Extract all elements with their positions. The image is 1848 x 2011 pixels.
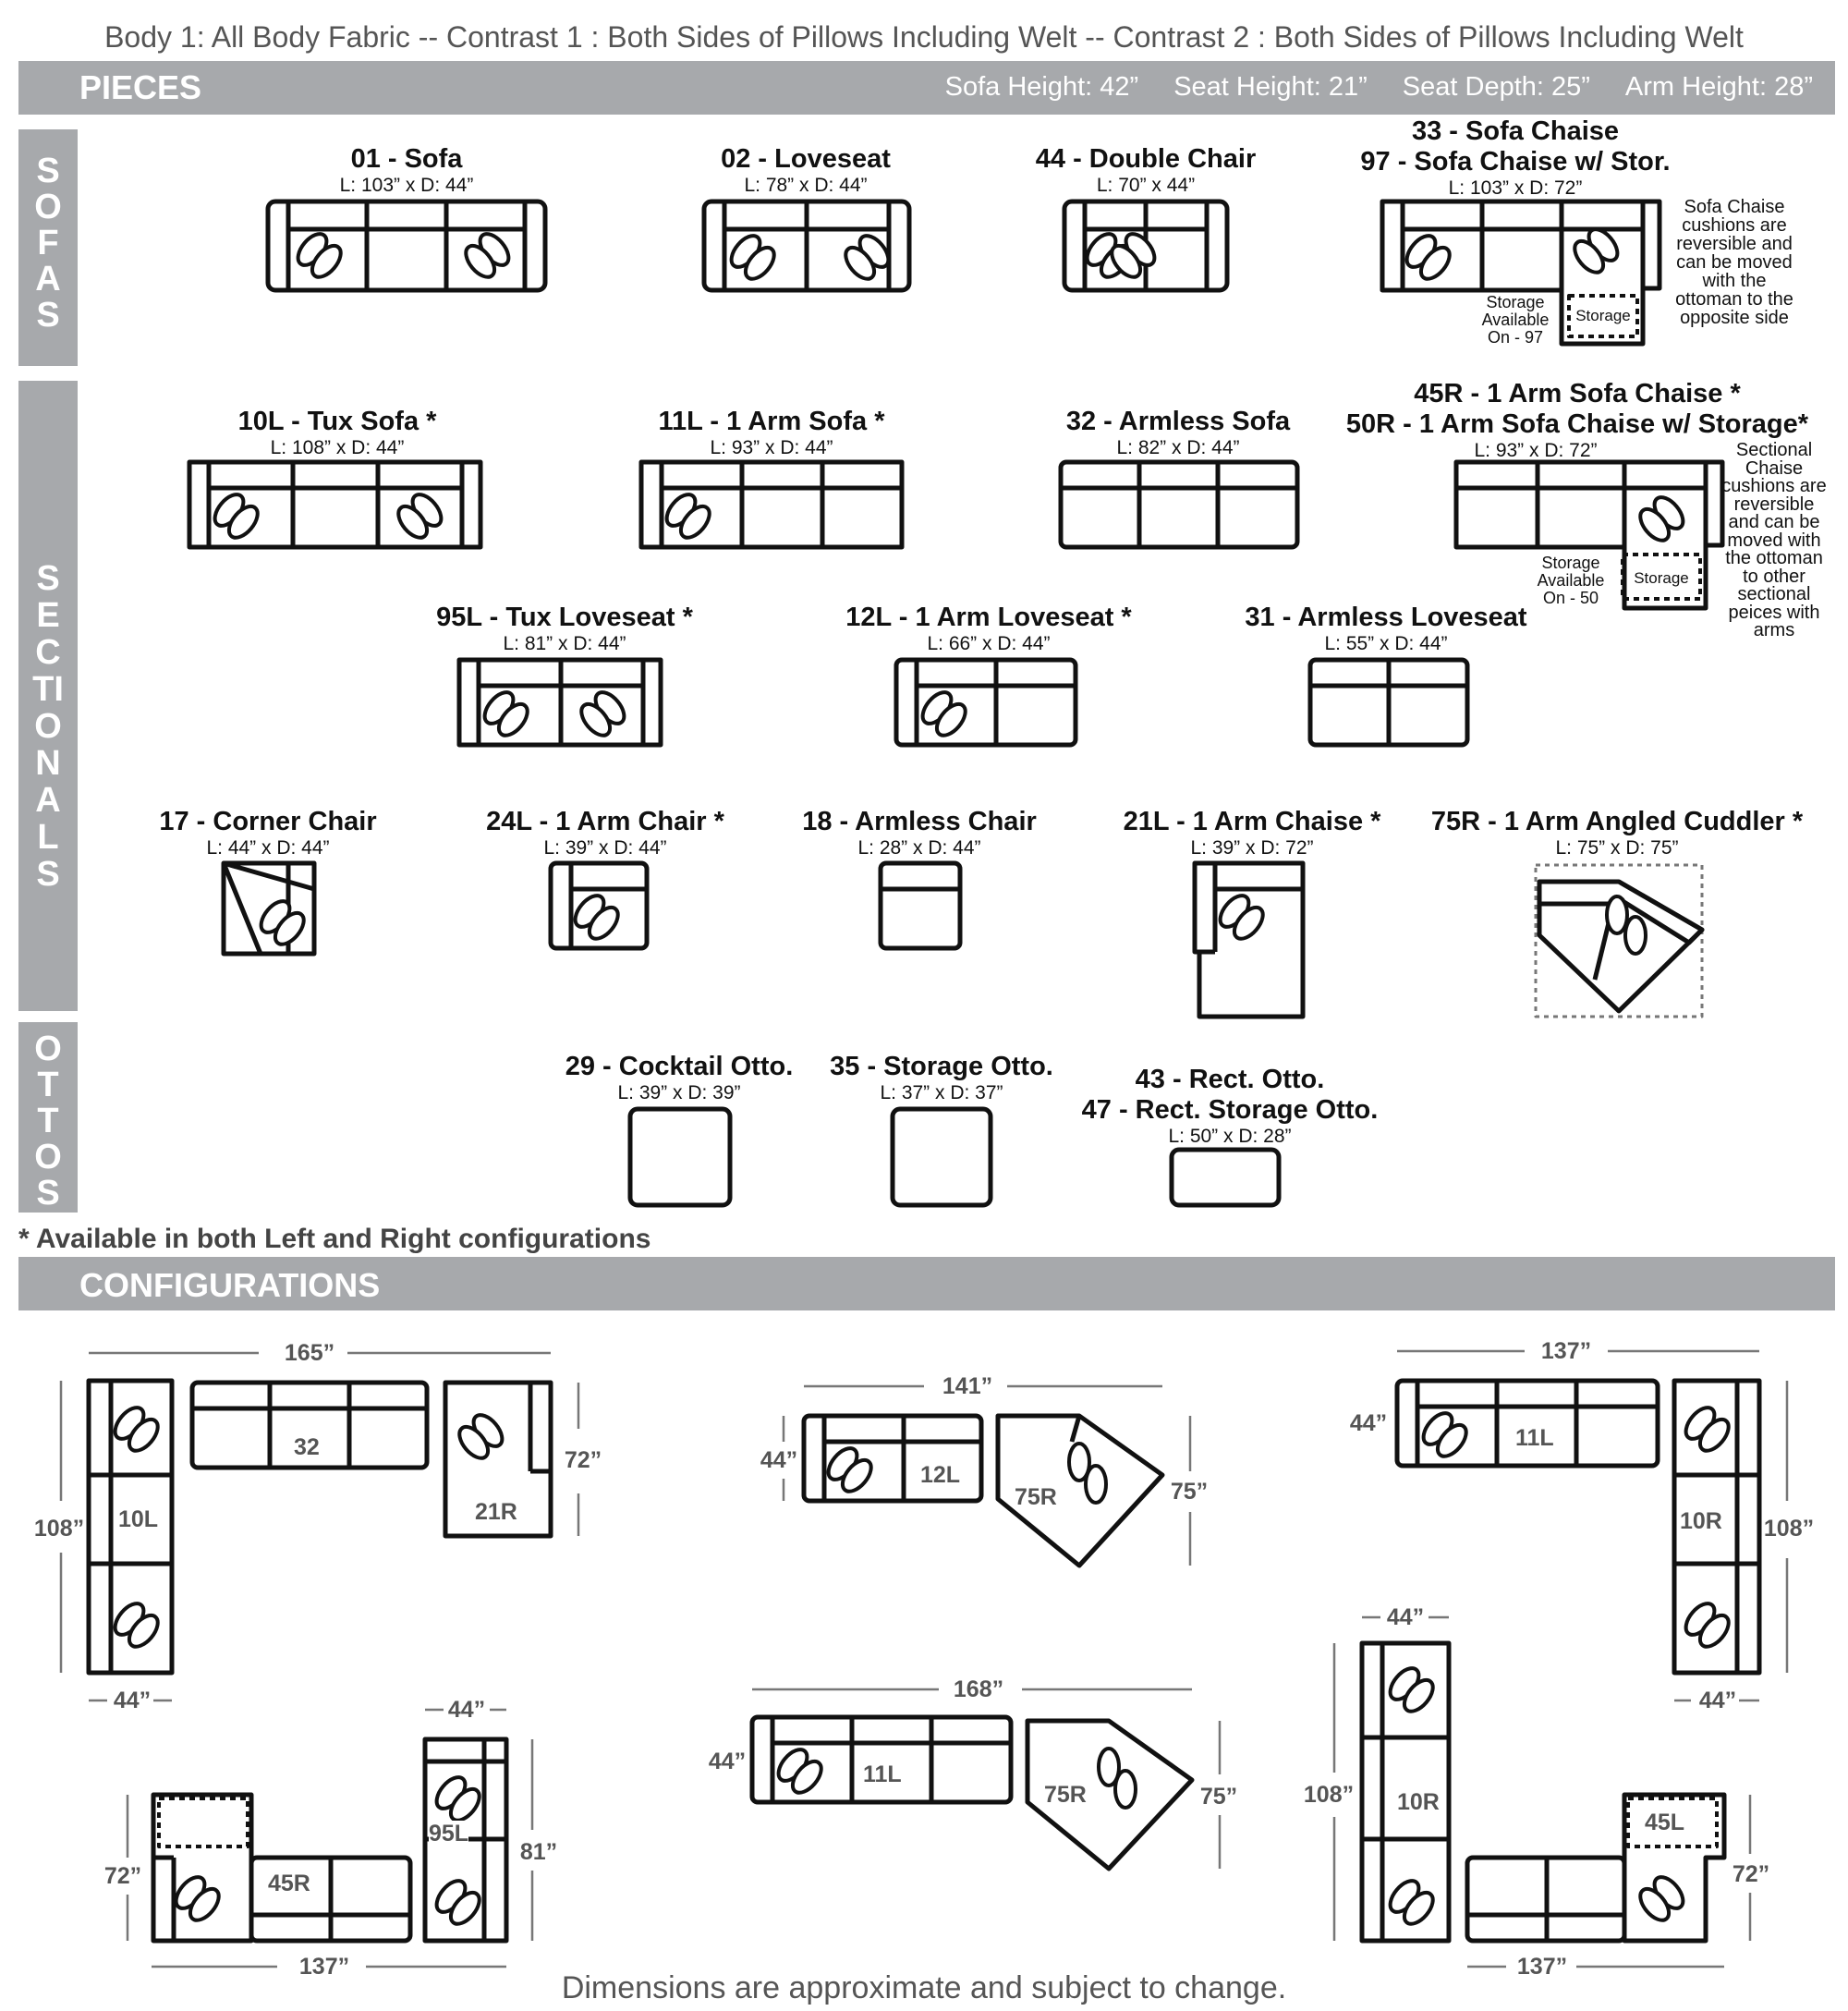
note-line: moved with: [1727, 530, 1821, 551]
note-line: Available: [1481, 311, 1550, 329]
dim-label: 44”: [447, 1697, 486, 1723]
armless-chair-18-outline: [881, 863, 960, 948]
piece-code: 10R: [1397, 1789, 1440, 1815]
piece-label: [667, 144, 944, 197]
piece-dims: L: 44” x D: 44”: [206, 837, 330, 859]
piece-dims: L: 93” x D: 72”: [1474, 440, 1598, 461]
piece-dims: L: 50” x D: 28”: [1168, 1126, 1292, 1147]
storage-note-50: [1525, 555, 1617, 607]
note-line: On - 50: [1542, 589, 1599, 607]
piece-title-2: 97 - Sofa Chaise w/ Stor.: [1360, 147, 1671, 177]
piece-label: [1423, 807, 1811, 859]
piece-code: 75R: [1015, 1484, 1057, 1510]
dim-label: 168”: [953, 1676, 1004, 1702]
piece-code: 45R: [268, 1871, 310, 1896]
note-line: can be moved: [1676, 252, 1793, 273]
piece-title: 10L - Tux Sofa *: [237, 407, 437, 436]
dim-label: 44”: [708, 1749, 747, 1774]
note-line: and can be: [1728, 512, 1820, 532]
dim-label: 141”: [942, 1373, 993, 1399]
piece-label: [795, 807, 1044, 859]
piece-code: 10L: [118, 1506, 159, 1532]
piece-title: 75R - 1 Arm Angled Cuddler *: [1430, 807, 1804, 836]
piece-code: 12L: [920, 1462, 961, 1488]
pieces-specs: [945, 72, 1813, 103]
dim-label: 75”: [1170, 1479, 1209, 1505]
configurations-title: CONFIGURATIONS: [79, 1266, 381, 1304]
piece-dims: L: 108” x D: 44”: [270, 437, 405, 458]
piece-dims: L: 55” x D: 44”: [1324, 633, 1448, 654]
note-line: Available: [1537, 571, 1605, 590]
piece-title-2: 47 - Rect. Storage Otto.: [1081, 1095, 1379, 1125]
dim-label: 137”: [298, 1954, 350, 1980]
piece-title: 17 - Corner Chair: [159, 807, 377, 836]
bottom-note: Dimensions are approximate and subject to change.: [561, 1970, 1287, 2005]
piece-code: 11L: [863, 1761, 902, 1787]
dim-label: 44”: [760, 1447, 798, 1473]
storage-tag: Storage: [1575, 307, 1631, 324]
pieces-title: PIECES: [79, 68, 202, 106]
piece-dims: L: 93” x D: 44”: [710, 437, 833, 458]
note-line: reversible: [1733, 494, 1815, 515]
note-line: Storage: [1486, 293, 1545, 311]
cocktail-otto-29-outline: [630, 1109, 730, 1205]
note-line: Storage: [1541, 554, 1600, 572]
piece-label: [421, 603, 708, 655]
piece-label: [1321, 116, 1709, 200]
dim-label: 108”: [1303, 1782, 1355, 1808]
piece-dims: L: 103” x D: 72”: [1448, 177, 1583, 199]
piece-dims: L: 82” x D: 44”: [1116, 437, 1240, 458]
dim-label: 165”: [284, 1340, 335, 1366]
piece-dims: L: 81” x D: 44”: [503, 633, 626, 654]
piece-code: 11L: [1515, 1425, 1554, 1451]
dim-label: 44”: [1698, 1688, 1737, 1713]
piece-title-2: 50R - 1 Arm Sofa Chaise w/ Storage*: [1345, 409, 1809, 439]
piece-code: 45L: [1645, 1810, 1685, 1835]
note-line: Chaise: [1745, 457, 1804, 479]
storage-note-97: [1469, 294, 1562, 347]
dim-label: 81”: [519, 1839, 558, 1865]
note-line: to other: [1743, 566, 1805, 587]
footnote: * Available in both Left and Right configurations: [18, 1224, 651, 1254]
piece-label: [471, 807, 739, 859]
note-line: cushions are: [1721, 476, 1827, 496]
piece-dims: L: 37” x D: 37”: [880, 1082, 1003, 1103]
piece-title: 32 - Armless Sofa: [1065, 407, 1291, 436]
piece-title: 01 - Sofa: [350, 144, 463, 174]
note-line: cushions are: [1682, 215, 1787, 236]
piece-dims: L: 39” x D: 44”: [543, 837, 667, 859]
piece-title: 44 - Double Chair: [1035, 144, 1257, 174]
note-line: peices with: [1728, 602, 1820, 623]
note-line: reversible and: [1676, 234, 1793, 254]
piece-dims: L: 66” x D: 44”: [927, 633, 1051, 654]
piece-label: [148, 807, 388, 859]
sectionals-label-text: SECTIONALS: [32, 559, 64, 894]
piece-label: [554, 1052, 804, 1104]
piece-title: 43 - Rect. Otto.: [1135, 1065, 1325, 1094]
piece-title: 29 - Cocktail Otto.: [565, 1052, 794, 1081]
dim-label: 72”: [1732, 1861, 1770, 1887]
header-line: Body 1: All Body Fabric -- Contrast 1 : Both Sides of Pillows Including Welt -- Contrast 2 : Both Sides of Pillows Including Welt: [104, 20, 1744, 54]
dim-label: 44”: [1386, 1604, 1425, 1630]
piece-code: 21R: [475, 1499, 517, 1525]
piece-title: 21L - 1 Arm Chaise *: [1123, 807, 1381, 836]
note-line: opposite side: [1680, 308, 1789, 328]
piece-label: [1109, 807, 1395, 859]
piece-title: 31 - Armless Loveseat: [1245, 603, 1527, 632]
piece-title: 18 - Armless Chair: [802, 807, 1037, 836]
spec-seat-height: Seat Height: 21”: [1173, 72, 1368, 102]
piece-dims: L: 75” x D: 75”: [1555, 837, 1679, 859]
piece-label: [628, 407, 915, 459]
dim-label: 75”: [1199, 1784, 1238, 1810]
piece-title: 11L - 1 Arm Sofa *: [658, 407, 885, 436]
dim-label: 44”: [1349, 1410, 1388, 1436]
one-arm-chaise-21l-outline: [1195, 863, 1303, 1017]
note-line: On - 97: [1487, 328, 1544, 347]
piece-code: 95L: [429, 1821, 469, 1846]
piece-code: 10R: [1680, 1508, 1722, 1534]
piece-title: 24L - 1 Arm Chair *: [486, 807, 724, 836]
rect-otto-43-outline: [1172, 1150, 1279, 1205]
side-label-sectionals: [18, 381, 78, 1011]
note-line: Sectional: [1735, 440, 1813, 460]
spec-arm-height: Arm Height: 28”: [1624, 72, 1813, 102]
side-label-ottos: [18, 1022, 78, 1213]
note-line: with the: [1702, 271, 1767, 291]
side-label-sofas: [18, 129, 78, 366]
one-arm-loveseat-12l-outline: [896, 660, 1076, 745]
spec-sofa-height: Sofa Height: 42”: [944, 72, 1139, 102]
dim-label: 72”: [564, 1447, 602, 1473]
piece-title: 95L - Tux Loveseat *: [436, 603, 693, 632]
piece-label: [1035, 407, 1321, 459]
dim-label: 108”: [33, 1516, 85, 1542]
note-line: Sofa Chaise: [1684, 197, 1785, 217]
dim-label: 44”: [113, 1688, 152, 1713]
piece-dims: L: 39” x D: 72”: [1190, 837, 1314, 859]
storage-otto-35-outline: [893, 1109, 991, 1205]
piece-label: [194, 407, 480, 459]
piece-code: 75R: [1044, 1782, 1087, 1808]
piece-label: [268, 144, 545, 197]
piece-title: 02 - Loveseat: [721, 144, 891, 174]
piece-title: 35 - Storage Otto.: [830, 1052, 1053, 1081]
pillow-icon: [293, 229, 346, 283]
note-line: arms: [1753, 620, 1795, 640]
spec-seat-depth: Seat Depth: 25”: [1402, 72, 1590, 102]
piece-dims: L: 103” x D: 44”: [339, 175, 474, 196]
piece-title: 12L - 1 Arm Loveseat *: [845, 603, 1132, 632]
note-line: sectional: [1737, 584, 1811, 604]
pieces-bar: [18, 61, 1835, 115]
sectional-chaise-note: [1720, 442, 1828, 640]
piece-dims: L: 39” x D: 39”: [617, 1082, 741, 1103]
storage-tag: Storage: [1634, 569, 1689, 587]
piece-code: 32: [294, 1434, 320, 1460]
piece-title: 33 - Sofa Chaise: [1411, 116, 1620, 146]
piece-label: [817, 1052, 1066, 1104]
piece-title: 45R - 1 Arm Sofa Chaise *: [1414, 379, 1741, 408]
piece-dims: L: 70” x 44”: [1096, 175, 1196, 196]
armless-sofa-32-outline: [1061, 462, 1297, 547]
configurations-bar: [18, 1257, 1835, 1310]
piece-dims: L: 28” x D: 44”: [857, 837, 981, 859]
sofa-chaise-note: [1665, 198, 1804, 327]
dim-label: 72”: [103, 1863, 142, 1889]
piece-dims: L: 78” x D: 44”: [744, 175, 868, 196]
dim-label: 137”: [1516, 1954, 1568, 1980]
sofas-label-text: SOFAS: [34, 152, 62, 335]
piece-label: [1077, 1065, 1382, 1148]
piece-label: [832, 603, 1146, 655]
note-line: the ottoman: [1725, 548, 1823, 568]
ottos-label-text: OTTOS: [34, 1030, 62, 1213]
piece-label: [1007, 144, 1284, 197]
note-line: ottoman to the: [1675, 289, 1793, 310]
dim-label: 108”: [1763, 1516, 1815, 1542]
piece-label: [1238, 603, 1534, 655]
dim-label: 137”: [1540, 1338, 1592, 1364]
